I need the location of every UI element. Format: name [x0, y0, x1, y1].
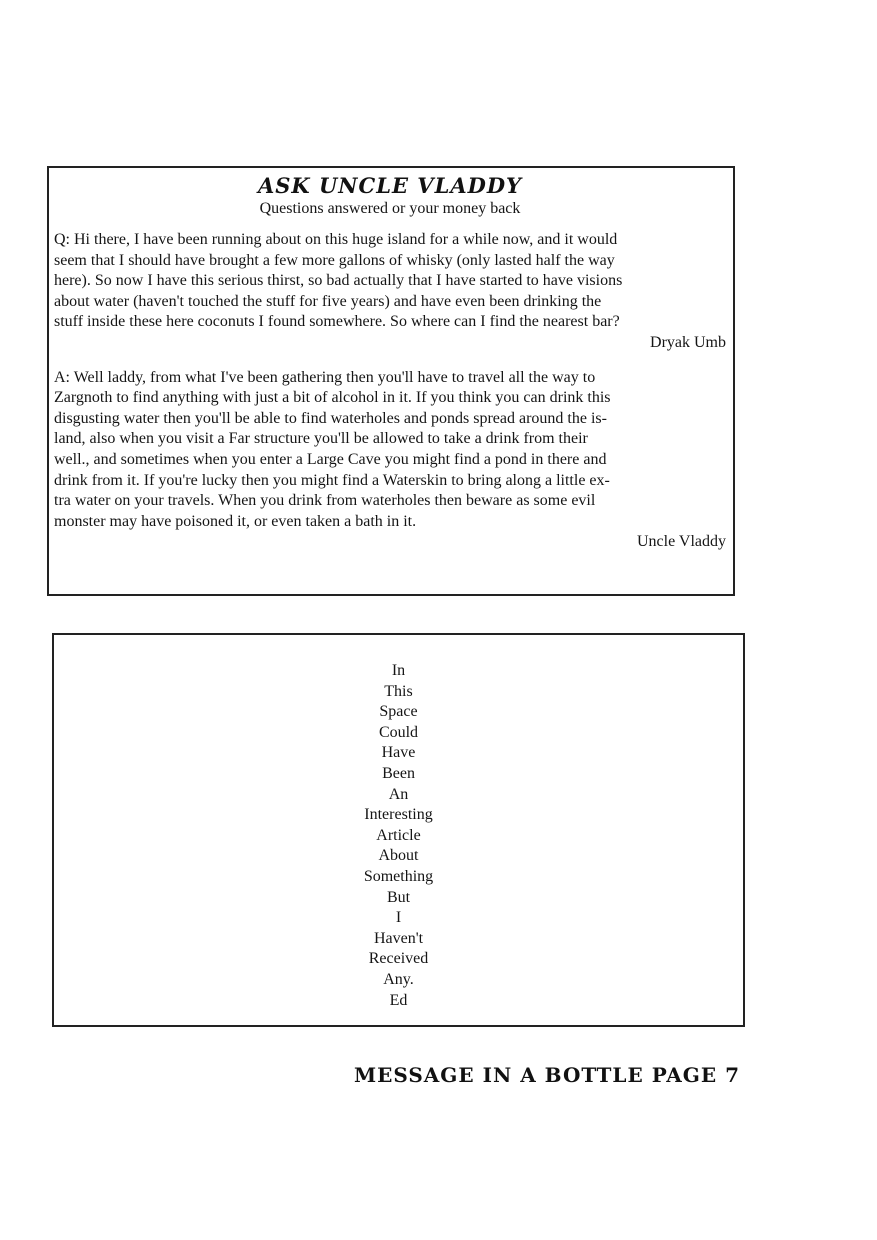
- filler-word: Been: [382, 764, 415, 782]
- filler-word: Ed: [389, 991, 408, 1009]
- question-line: seem that I should have brought a few more gallons of whisky (only lasted half the way: [54, 251, 615, 269]
- question-text: [54, 230, 726, 333]
- ask-uncle-vladdy-box: [47, 166, 735, 596]
- column-title: ASK UNCLE VLADDY: [257, 173, 523, 198]
- answer-line: disgusting water then you'll be able to find waterholes and ponds spread around the is-: [54, 409, 607, 427]
- filler-word: But: [386, 888, 411, 906]
- answer-line: A: Well laddy, from what I've been gathering then you'll have to travel all the way to: [54, 368, 596, 386]
- question-line: stuff inside these here coconuts I found somewhere. So where can I find the nearest bar?: [54, 313, 620, 331]
- filler-word: An: [388, 785, 409, 803]
- answer-line: drink from it. If you're lucky then you might find a Waterskin to bring along a little ex-: [54, 471, 610, 489]
- filler-word: Article: [376, 826, 421, 844]
- answer-line: monster may have poisoned it, or even taken a bath in it.: [54, 512, 417, 530]
- filler-word: Something: [363, 867, 434, 885]
- question-line: about water (haven't touched the stuff for five years) and have even been drinking the: [54, 292, 602, 310]
- filler-box: [52, 633, 745, 1027]
- filler-word: Received: [368, 950, 429, 968]
- filler-word: This: [384, 682, 413, 700]
- filler-word: In: [391, 662, 406, 679]
- filler-word: Any.: [383, 970, 414, 988]
- filler-word: Space: [379, 703, 418, 721]
- column-subtitle: Questions answered or your money back: [259, 200, 521, 217]
- answer-line: tra water on your travels. When you drink from waterholes then beware as some evil: [54, 492, 596, 510]
- answer-signature: Uncle Vladdy: [636, 533, 726, 551]
- question-signature: Dryak Umb: [650, 333, 726, 351]
- answer-line: well., and sometimes when you enter a Large Cave you might find a pond in there and: [54, 450, 607, 468]
- filler-word: I: [395, 909, 402, 927]
- filler-word: Haven't: [373, 929, 424, 947]
- filler-word: Interesting: [364, 806, 433, 824]
- filler-word: Have: [381, 744, 416, 762]
- question-line: Q: Hi there, I have been running about on this huge island for a while now, and it would: [54, 231, 618, 248]
- page-footer: MESSAGE IN A BOTTLE PAGE 7: [353, 1063, 740, 1087]
- answer-line: Zargnoth to find anything with just a bit of alcohol in it. If you think you can drink this: [54, 389, 611, 407]
- filler-word: Could: [378, 723, 419, 741]
- answer-line: land, also when you visit a Far structure you'll be allowed to take a drink from their: [54, 430, 588, 448]
- filler-word: About: [378, 847, 419, 865]
- question-line: here). So now I have this serious thirst, so bad actually that I have started to have visions: [54, 272, 623, 290]
- answer-text: [54, 368, 726, 533]
